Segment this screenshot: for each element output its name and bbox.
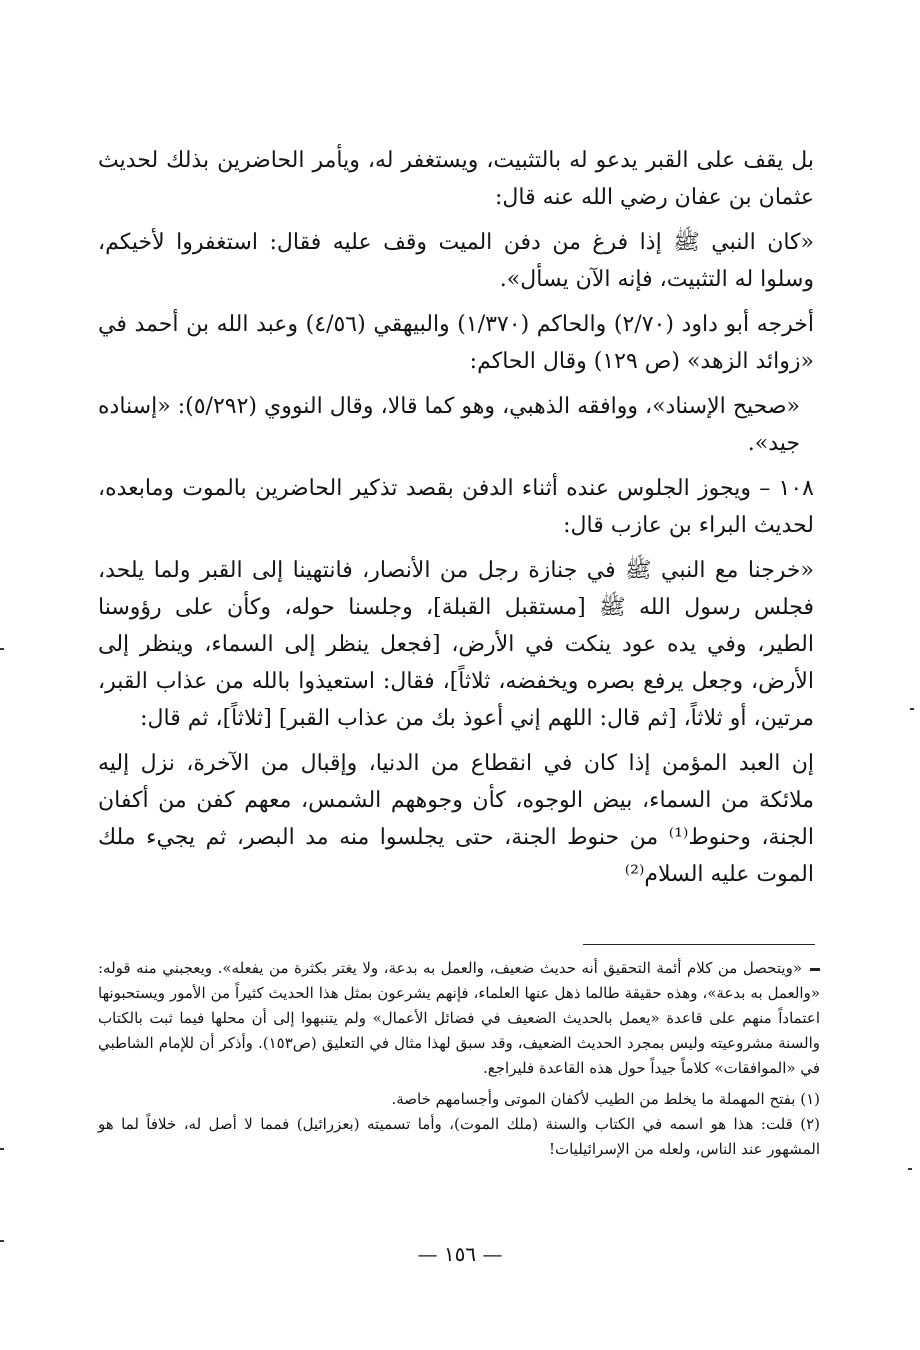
footnote-2: (٢) قلت: هذا هو اسمه في الكتاب والسنة (ملك الموت)، وأما تسميته (بعزرائيل) فمما لا أصل له، خلافاً لما هو المشهور عند الناس، ولعله من الإسرائيليات! xyxy=(98,1115,820,1158)
scan-mark xyxy=(908,1168,912,1170)
paragraph-intro: بل يقف على القبر يدعو له بالتثبيت، ويستغفر له، ويأمر الحاضرين بذلك لحديث عثمان بن عفان رضي الله عنه قال: xyxy=(98,148,814,210)
scan-mark xyxy=(0,1148,4,1150)
hadith-continuation: إن العبد المؤمن إذا كان في انقطاع من الدنيا، وإقبال من الآخرة، نزل إليه ملائكة من السماء، بيض الوجوه، كأن وجوههم الشمس، معهم كفن من أكفان الجنة، وحنوط⁽¹⁾ من حنوط الجنة، حتى يجلسوا منه مد البصر، ثم يجيء ملك الموت عليه السلام⁽²⁾ xyxy=(98,751,814,887)
scan-mark xyxy=(0,1240,4,1242)
footnote-separator xyxy=(583,944,815,945)
scan-mark xyxy=(910,708,914,710)
scan-mark xyxy=(0,648,4,650)
main-text xyxy=(98,142,814,893)
footnotes xyxy=(98,956,820,1162)
footnote-1: (١) بفتح المهملة ما يخلط من الطيب لأكفان الموتى وأجسامهم خاصة. xyxy=(391,1090,820,1108)
grading-paragraph: «صحيح الإسناد»، ووافقه الذهبي، وهو كما قالا، وقال النووي (٥/٢٩٢): «إسناده جيد». xyxy=(98,394,800,456)
footnote-continued xyxy=(98,956,820,1081)
hadith-quote-uthman: «كان النبي ﷺ إذا فرغ من دفن الميت وقف عليه فقال: استغفروا لأخيكم، وسلوا له التثبيت، فإنه الآن يسأل». xyxy=(98,230,814,292)
page-number: — ١٥٦ — xyxy=(417,1242,503,1266)
continuation-mark xyxy=(810,968,820,971)
takhrij-paragraph: أخرجه أبو داود (٢/٧٠) والحاكم (١/٣٧٠) والبيهقي (٤/٥٦) وعبد الله بن أحمد في «زوائد الزهد» (ص ١٢٩) وقال الحاكم: xyxy=(98,312,814,374)
section-108: ١٠٨ – ويجوز الجلوس عنده أثناء الدفن بقصد تذكير الحاضرين بالموت ومابعده، لحديث البراء بن عازب قال: xyxy=(98,476,814,538)
hadith-quote-bara: «خرجنا مع النبي ﷺ في جنازة رجل من الأنصار، فانتهينا إلى القبر ولما يلحد، فجلس رسول الله ﷺ [مستقبل القبلة]، وجلسنا حوله، وكأن على رؤوسنا الطير، وفي يده عود ينكت في الأرض، [فجعل ينظر إلى السماء، وينظر إلى الأرض، وجعل يرفع بصره ويخفضه، ثلاثاً]، فقال: استعيذوا بالله من عذاب القبر، مرتين، أو ثلاثاً، [ثم قال: اللهم إني أعوذ بك من عذاب القبر] [ثلاثاً]، ثم قال: xyxy=(98,558,814,731)
footnote-continued-text: «ويتحصل من كلام أئمة التحقيق أنه حديث ضعيف، والعمل به بدعة، ولا يغتر بكثرة من يفعله». ويعجبني منه قوله: «والعمل به بدعة»، وهذه حقيقة طالما ذهل عنها العلماء، فإنهم يشرعون بمثل هذا الحديث كثيراً من الأمور ويستحبونها اعتماداً منهم على قاعدة «يعمل بالحديث الضعيف في فضائل الأعمال» ولم يتنبهوا إلى أن محلها فيما ثبت بالكتاب والسنة مشروعيته وليس بمجرد الحديث الضعيف، وقد سبق لهذا مثال في التعليق (ص١٥٣). وأذكر أن للإمام الشاطبي في «الموافقات» كلاماً جيداً حول هذه القاعدة فليراجع. xyxy=(98,959,821,1077)
